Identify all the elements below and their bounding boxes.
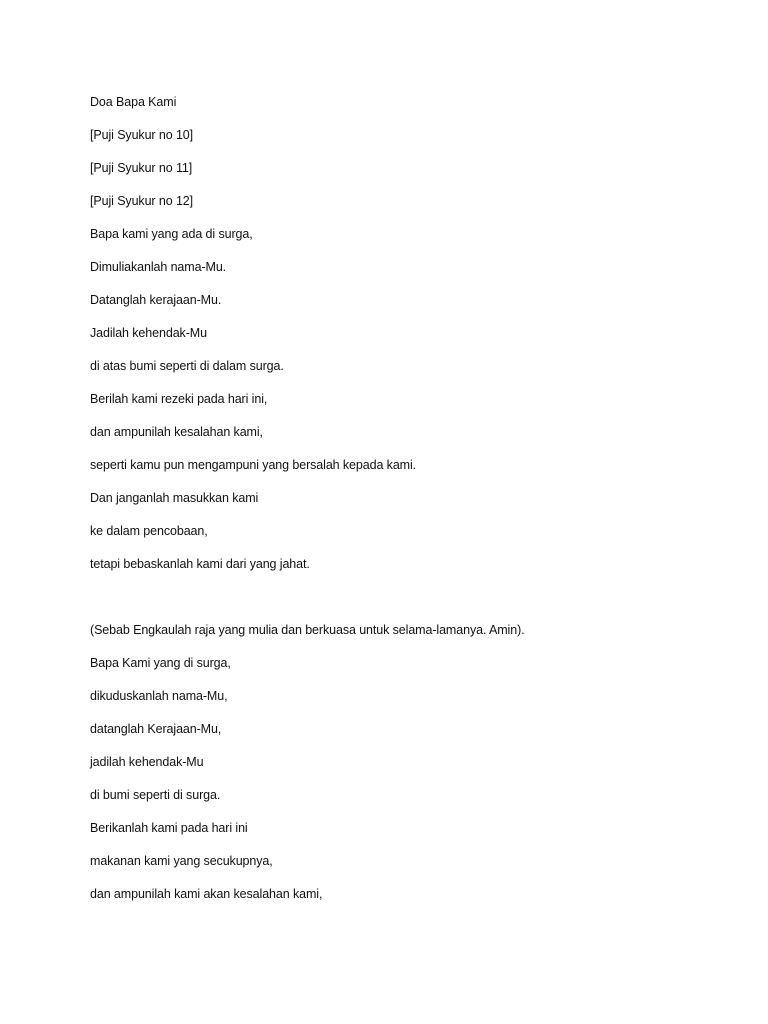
reference-line: [Puji Syukur no 12] <box>90 194 194 208</box>
text-line: Bapa Kami yang di surga, <box>90 656 231 670</box>
text-line: dan ampunilah kami akan kesalahan kami, <box>90 887 323 901</box>
text-line: jadilah kehendak-Mu <box>90 755 204 769</box>
text-line: Dan janganlah masukkan kami <box>90 491 259 505</box>
text-line: dikuduskanlah nama-Mu, <box>90 689 228 703</box>
text-line: Datanglah kerajaan-Mu. <box>90 293 222 307</box>
text-line: Berikanlah kami pada hari ini <box>90 821 248 835</box>
doc-title: Doa Bapa Kami <box>90 95 177 109</box>
text-line: di atas bumi seperti di dalam surga. <box>90 359 284 373</box>
paragraph-gap <box>90 588 710 621</box>
text-line: Berilah kami rezeki pada hari ini, <box>90 392 268 406</box>
text-line: ke dalam pencobaan, <box>90 524 208 538</box>
prayer-text <box>90 93 710 918</box>
text-line: di bumi seperti di surga. <box>90 788 221 802</box>
reference-line: [Puji Syukur no 10] <box>90 128 194 142</box>
text-line: dan ampunilah kesalahan kami, <box>90 425 263 439</box>
text-line: Dimuliakanlah nama-Mu. <box>90 260 227 274</box>
text-line: Bapa kami yang ada di surga, <box>90 227 253 241</box>
reference-line: [Puji Syukur no 11] <box>90 161 193 175</box>
text-line: Jadilah kehendak-Mu <box>90 326 207 340</box>
text-line: makanan kami yang secukupnya, <box>90 854 273 868</box>
doxology-line: (Sebab Engkaulah raja yang mulia dan berkuasa untuk selama-lamanya. Amin). <box>90 623 525 637</box>
text-line: tetapi bebaskanlah kami dari yang jahat. <box>90 557 310 571</box>
text-line: datanglah Kerajaan-Mu, <box>90 722 222 736</box>
text-line: seperti kamu pun mengampuni yang bersalah kepada kami. <box>90 458 417 472</box>
